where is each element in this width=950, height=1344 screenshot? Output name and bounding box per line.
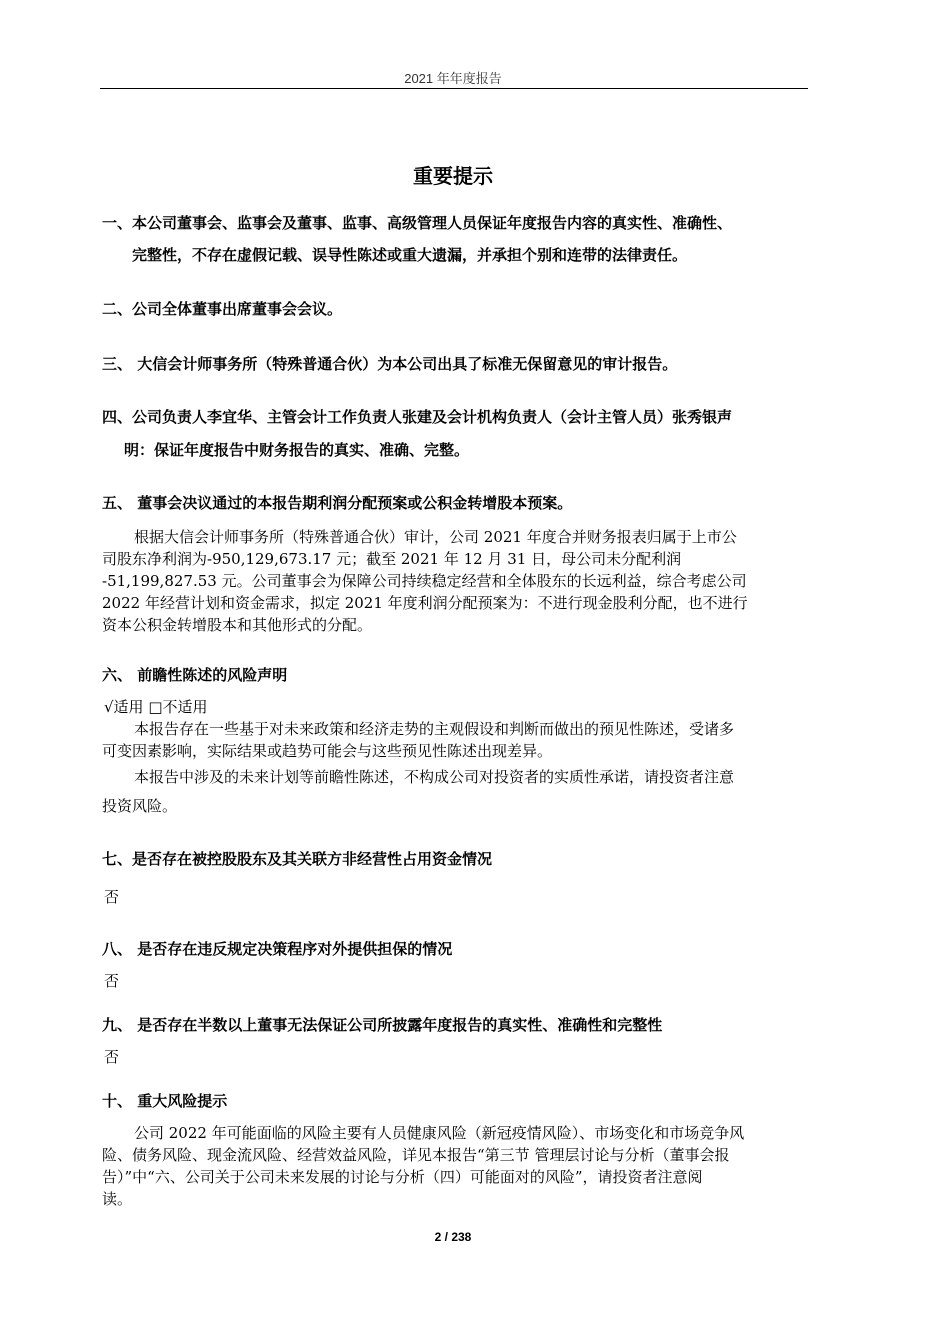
section-6-para-line-3: 本报告中涉及的未来计划等前瞻性陈述，不构成公司对投资者的实质性承诺，请投资者注意 (134, 768, 735, 786)
section-6-applicability: √适用 □不适用 (104, 698, 208, 716)
section-6-para-line-4: 投资风险。 (102, 797, 178, 815)
section-1-line-1: 一、本公司董事会、监事会及董事、监事、高级管理人员保证年度报告内容的真实性、准确性、 (102, 214, 733, 232)
section-10-para-line-1: 公司 2022 年可能面临的风险主要有人员健康风险（新冠疫情风险）、市场变化和市场竞争风 (134, 1124, 745, 1142)
section-5-para-line-1: 根据大信会计师事务所（特殊普通合伙）审计，公司 2021 年度合并财务报表归属于上市公 (134, 528, 737, 546)
header-divider (100, 88, 808, 89)
section-7-answer: 否 (104, 888, 120, 906)
section-8-heading: 八、 是否存在违反规定决策程序对外提供担保的情况 (102, 940, 453, 958)
document-title: 重要提示 (413, 164, 493, 188)
section-1-line-2: 完整性，不存在虚假记载、误导性陈述或重大遗漏，并承担个别和连带的法律责任。 (132, 246, 688, 264)
section-10-para-line-2: 险、债务风险、现金流风险、经营效益风险，详见本报告“第三节 管理层讨论与分析（董事会报 (102, 1146, 730, 1164)
section-2-line-1: 二、公司全体董事出席董事会会议。 (102, 300, 343, 318)
section-3-line-1: 三、 大信会计师事务所（特殊普通合伙）为本公司出具了标准无保留意见的审计报告。 (102, 355, 678, 373)
section-7-heading: 七、是否存在被控股股东及其关联方非经营性占用资金情况 (102, 850, 493, 868)
section-4-line-2: 明：保证年度报告中财务报告的真实、准确、完整。 (124, 441, 470, 459)
page-number: 2 / 238 (434, 1230, 472, 1244)
page-header-title: 2021 年年度报告 (404, 71, 502, 86)
section-6-para-line-2: 可变因素影响，实际结果或趋势可能会与这些预见性陈述出现差异。 (102, 742, 553, 760)
section-10-heading: 十、 重大风险提示 (102, 1092, 228, 1110)
section-5-para-line-4: 2022 年经营计划和资金需求，拟定 2021 年度利润分配预案为：不进行现金股利分配，也不进行 (102, 594, 748, 612)
section-10-para-line-3: 告）”中“六、公司关于公司未来发展的讨论与分析（四）可能面对的风险”，请投资者注意阅 (102, 1168, 703, 1186)
section-5-para-line-5: 资本公积金转增股本和其他形式的分配。 (102, 616, 373, 634)
section-10-para-line-4: 读。 (102, 1190, 133, 1208)
section-6-para-line-1: 本报告存在一些基于对未来政策和经济走势的主观假设和判断而做出的预见性陈述，受诸多 (134, 720, 735, 738)
section-5-heading: 五、 董事会决议通过的本报告期利润分配预案或公积金转增股本预案。 (102, 494, 573, 512)
section-9-heading: 九、 是否存在半数以上董事无法保证公司所披露年度报告的真实性、准确性和完整性 (102, 1016, 663, 1034)
section-4-line-1: 四、公司负责人李宜华、主管会计工作负责人张建及会计机构负责人（会计主管人员）张秀银声 (102, 408, 733, 426)
section-6-heading: 六、 前瞻性陈述的风险声明 (102, 666, 288, 684)
section-5-para-line-2: 司股东净利润为-950,129,673.17 元；截至 2021 年 12 月 31 日，母公司未分配利润 (102, 550, 682, 568)
section-5-para-line-3: -51,199,827.53 元。公司董事会为保障公司持续稳定经营和全体股东的长远利益，综合考虑公司 (102, 572, 747, 590)
section-8-answer: 否 (104, 972, 120, 990)
section-9-answer: 否 (104, 1048, 120, 1066)
